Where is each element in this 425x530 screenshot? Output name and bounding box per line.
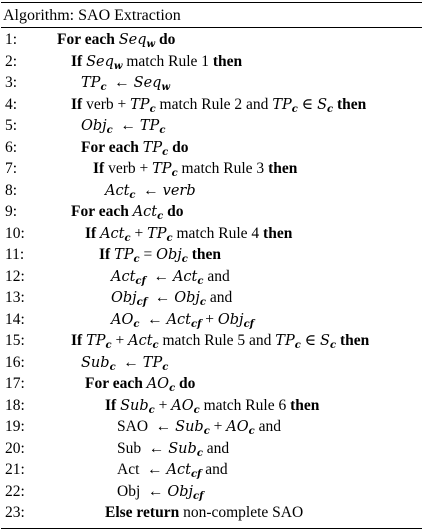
line-code: If $TP_c + Act_c$ match Rule 5 and $TP_c$ ∈ $S_c$ then <box>71 332 370 351</box>
algorithm-line <box>1 223 422 244</box>
line-code: Act$_{cf}$ ← Act$_c$ and <box>111 267 230 287</box>
line-code: For each $AO_c$ do <box>85 375 196 394</box>
algorithm-line <box>1 29 422 50</box>
line-number: 15: <box>5 332 25 349</box>
line-code: $TP_c$ ← Seq$_w$ <box>81 74 171 93</box>
algorithm-title: Algorithm: SAO Extraction <box>1 3 422 28</box>
algorithm-line <box>1 395 422 416</box>
line-number: 1: <box>5 31 18 48</box>
line-code: If $Act_c + TP_c$ match Rule 4 then <box>85 224 293 244</box>
line-number: 20: <box>5 439 25 457</box>
line-number: 19: <box>5 418 25 435</box>
algorithm-line <box>1 502 422 523</box>
algorithm-line <box>1 330 422 351</box>
algorithm-line <box>1 72 422 93</box>
line-code: Sub ← Sub$_c$ and <box>117 439 230 459</box>
line-code: For each $TP_c$ do <box>81 138 189 158</box>
algorithm-line <box>1 459 422 480</box>
line-code: Obj ← Obj$_{cf}$ <box>117 482 204 502</box>
line-number: 11: <box>5 246 25 263</box>
line-number: 8: <box>5 181 18 199</box>
line-code: If $Sub_c + AO_c$ match Rule 6 then <box>105 396 320 416</box>
line-code: Sub$_c$ ← $TP_c$ <box>81 353 169 373</box>
line-number: 17: <box>5 375 25 392</box>
algorithm-line <box>1 438 422 459</box>
line-number: 4: <box>5 95 18 113</box>
line-code: Act$_c$ ← verb <box>105 181 196 201</box>
line-number: 18: <box>5 396 25 414</box>
line-code: If verb + $TP_c$ match Rule 3 then <box>93 160 298 179</box>
algorithm-line <box>1 481 422 502</box>
line-code: For each Seq$_w$ do <box>57 31 176 50</box>
line-number: 7: <box>5 160 18 177</box>
line-number: 23: <box>5 504 25 521</box>
line-code: Obj$_c$ ← $TP_c$ <box>81 117 166 136</box>
line-code: If $TP_c = Obj_c$ then <box>99 246 222 265</box>
algorithm-line <box>1 266 422 287</box>
algorithm-line <box>1 309 422 330</box>
algorithm-line <box>1 416 422 437</box>
line-number: 12: <box>5 267 25 285</box>
algorithm-line <box>1 51 422 72</box>
line-code: Else return non-complete SAO <box>105 504 304 521</box>
line-number: 9: <box>5 203 18 220</box>
line-number: 13: <box>5 289 25 306</box>
line-code: For each Act$_c$ do <box>71 203 184 222</box>
algorithm-line <box>1 373 422 394</box>
algorithm-box <box>1 2 422 529</box>
line-number: 22: <box>5 482 25 500</box>
algorithm-line <box>1 158 422 179</box>
line-number: 16: <box>5 353 25 371</box>
algorithm-line <box>1 287 422 308</box>
line-code: Act ← Act$_{cf}$ and <box>117 461 228 480</box>
algorithm-line <box>1 352 422 373</box>
algorithm-line <box>1 115 422 136</box>
line-number: 10: <box>5 224 25 242</box>
line-code: If verb + $TP_c$ match Rule 2 and $TP_c$ ∈ $S_c$ then <box>71 95 367 115</box>
line-code: If Seq$_w$ match Rule 1 then <box>71 52 243 72</box>
line-code: Obj$_{cf}$ ← Obj$_c$ and <box>111 289 233 308</box>
line-number: 2: <box>5 52 18 70</box>
line-code: $AO_c$ ← Act$_{cf}$ + Obj$_{cf}$ <box>111 310 254 330</box>
line-code: SAO ← $Sub_c + AO_c$ and <box>117 418 282 437</box>
line-number: 21: <box>5 461 25 478</box>
line-number: 6: <box>5 138 18 156</box>
line-number: 3: <box>5 74 18 91</box>
line-number: 14: <box>5 310 25 328</box>
algorithm-line <box>1 180 422 201</box>
algorithm-line <box>1 201 422 222</box>
line-number: 5: <box>5 117 18 134</box>
algorithm-line <box>1 244 422 265</box>
algorithm-line <box>1 137 422 158</box>
algorithm-line <box>1 94 422 115</box>
